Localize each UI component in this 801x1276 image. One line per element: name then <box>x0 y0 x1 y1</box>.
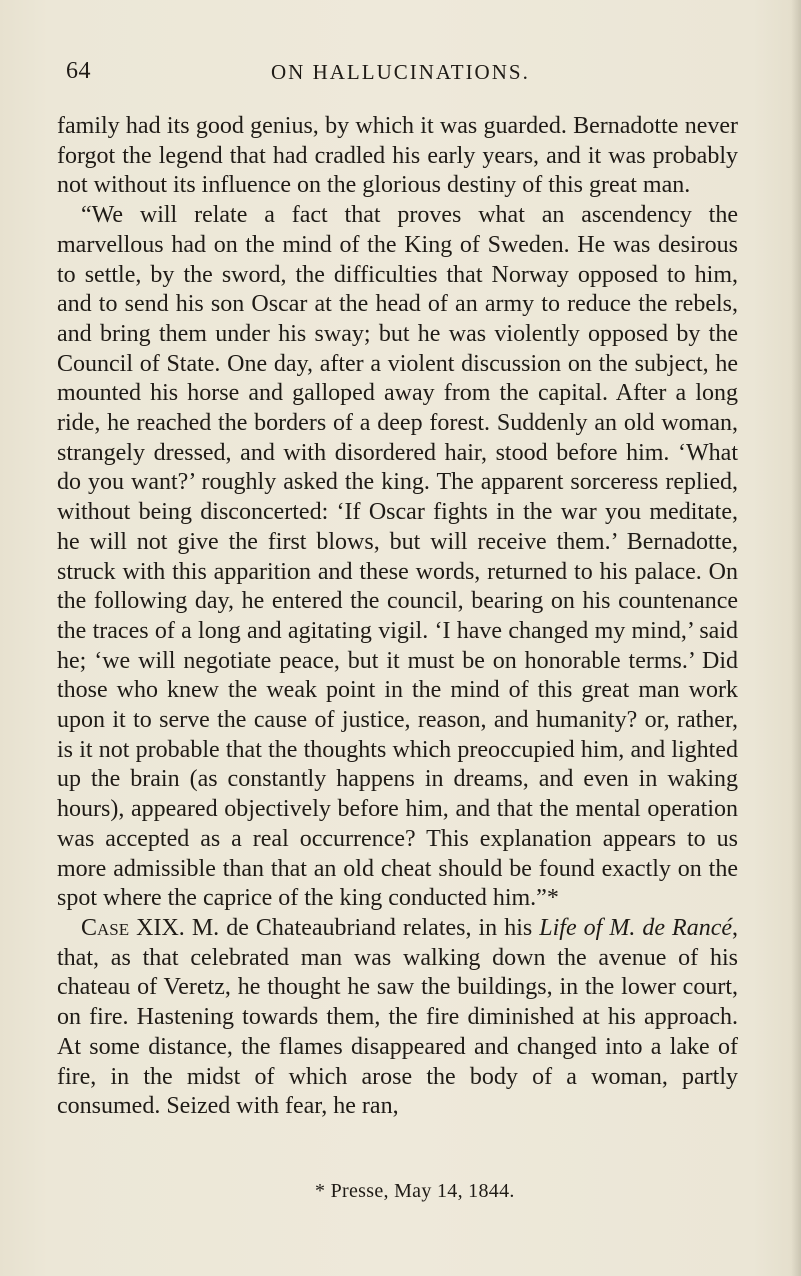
paragraph-quotation: “We will relate a fact that proves what an ascendency the marvellous had on the mind of the King of Sweden. He was desirous to settle, by the sword, the difficulties that Norway opposed to him, and to send his son Oscar at the head of an army to reduce the rebels, and bring them under his sway; but he was violently opposed by the Council of State. One day, after a violent discussion on the subject, he mounted his horse and galloped away from the capital. After a long ride, he reached the borders of a deep forest. Suddenly an old woman, strangely dressed, and with disordered hair, stood before him. ‘What do you want?’ roughly asked the king. The apparent sorceress replied, without being disconcerted: ‘If Oscar fights in the war you meditate, he will not give the first blows, but will receive them.’ Bernadotte, struck with this apparition and these words, returned to his palace. On the following day, he entered the council, bearing on his countenance the traces of a long and agitating vigil. ‘I have changed my mind,’ said he; ‘we will negotiate peace, but it must be on honorable terms.’ Did those who knew the weak point in the mind of this great man work upon it to serve the cause of justice, reason, and humanity? or, rather, is it not probable that the thoughts which preoccupied him, and lighted up the brain (as constantly happens in dreams, and even in waking hours), appeared objectively before him, and that the mental operation was accepted as a real occurrence? This explanation appears to us more admissible than that an old cheat should be found exactly on the spot where the caprice of the king conducted him.”* <box>57 202 738 912</box>
body-text <box>57 112 738 1122</box>
book-title: Life of M. de Rancé <box>539 914 732 941</box>
page-number: 64 <box>66 58 91 84</box>
case-label: Case XIX. <box>81 914 185 941</box>
paragraph-continuation: family had its good genius, by which it was guarded. Bernadotte never forgot the legend that had cradled his early years, and it was probably not without its influence on the glorious destiny of this great man. <box>57 113 738 199</box>
running-head: ON HALLUCINATIONS. <box>271 60 530 84</box>
case-text-before-title: M. de Chateaubriand relates, in his <box>184 914 540 941</box>
case-text-after-title: , that, as that celebrated man was walking down the avenue of his chateau of Veretz, he thought he saw the buildings, in the lower court, on fire. Hastening towards them, the fire diminished at his approach. At some distance, the flames disappeared and changed into a lake of fire, in the midst of which arose the body of a woman, partly consumed. Seized with fear, he ran, <box>57 914 738 1120</box>
page-header <box>66 58 731 88</box>
page-edge-shadow <box>791 0 801 1276</box>
footnote: * Presse, May 14, 1844. <box>315 1180 515 1202</box>
paragraph-case-xix <box>57 914 738 1122</box>
